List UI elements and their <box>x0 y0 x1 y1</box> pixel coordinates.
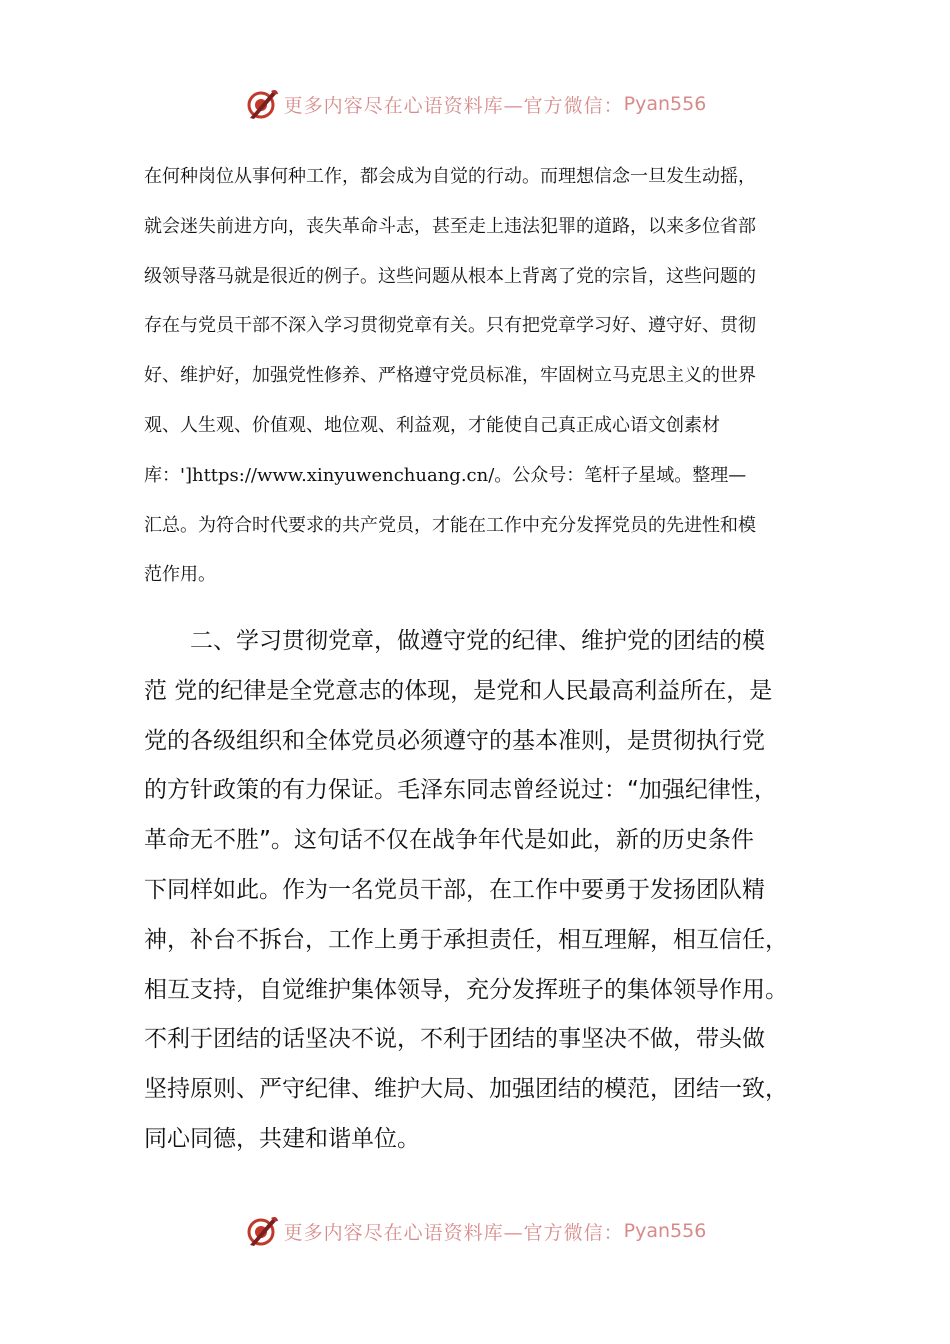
paragraph-line: 范 党的纪律是全党意志的体现，是党和人民最高利益所在，是 <box>144 677 773 704</box>
paragraph-line-url <box>144 451 804 501</box>
paragraph-line: 就会迷失前进方向，丧失革命斗志，甚至走上违法犯罪的道路，以来多位省部 <box>144 215 756 237</box>
header-watermark <box>0 82 950 126</box>
paragraph-line: 党的各级组织和全体党员必须遵守的基本准则，是贯彻执行党 <box>144 727 765 754</box>
body-paragraph-2 <box>144 617 814 1165</box>
section-heading-line: 二、学习贯彻党章，做遵守党的纪律、维护党的团结的模 <box>190 628 765 654</box>
body-paragraph-1 <box>144 152 804 600</box>
paragraph-line: 范作用。 <box>144 564 216 586</box>
paragraph-line: 在何种岗位从事何种工作，都会成为自觉的行动。而理想信念一旦发生动摇， <box>144 166 756 187</box>
watermark-text: 更多内容尽在心语资料库—官方微信： <box>283 1221 624 1244</box>
quill-logo-icon <box>244 86 280 122</box>
paragraph-line: 级领导落马就是很近的例子。这些问题从根本上背离了党的宗旨，这些问题的 <box>144 265 756 287</box>
watermark-text: 更多内容尽在心语资料库—官方微信： <box>283 94 624 117</box>
footer-watermark <box>0 1209 950 1253</box>
paragraph-line: 汇总。为符合时代要求的共产党员，才能在工作中充分发挥党员的先进性和模 <box>144 514 756 536</box>
paragraph-line: 革命无不胜”。这句话不仅在战争年代是如此，新的历史条件 <box>144 827 754 854</box>
paragraph-line: 坚持原则、严守纪律、维护大局、加强团结的模范，团结一致， <box>144 1076 788 1103</box>
paragraph-line: 相互支持，自觉维护集体领导，充分发挥班子的集体领导作用。 <box>144 976 788 1003</box>
paragraph-line: 下同样如此。作为一名党员干部，在工作中要勇于发扬团队精 <box>144 876 765 903</box>
watermark-wechat-id: Pyan556 <box>623 93 707 115</box>
paragraph-line: 神，补台不拆台，工作上勇于承担责任，相互理解，相互信任， <box>144 926 788 953</box>
url-suffix: 。公众号：笔杆子星域。整理— <box>494 464 747 486</box>
quill-logo-icon <box>244 1213 280 1249</box>
paragraph-line: 的方针政策的有力保证。毛泽东同志曾经说过：“加强纪律性， <box>144 777 777 804</box>
paragraph-line: 好、维护好，加强党性修养、严格遵守党员标准，牢固树立马克思主义的世界 <box>144 365 756 387</box>
paragraph-line: 同心同德，共建和谐单位。 <box>144 1125 420 1152</box>
paragraph-line: 观、人生观、价值观、地位观、利益观，才能使自己真正成心语文创素材 <box>144 414 720 436</box>
url-prefix: 库：' <box>144 464 185 486</box>
source-url: ]https://www.xinyuwenchuang.cn/ <box>184 464 495 486</box>
paragraph-line: 不利于团结的话坚决不说，不利于团结的事坚决不做，带头做 <box>144 1026 765 1053</box>
paragraph-line: 存在与党员干部不深入学习贯彻党章有关。只有把党章学习好、遵守好、贯彻 <box>144 315 756 337</box>
watermark-wechat-id: Pyan556 <box>623 1220 707 1242</box>
